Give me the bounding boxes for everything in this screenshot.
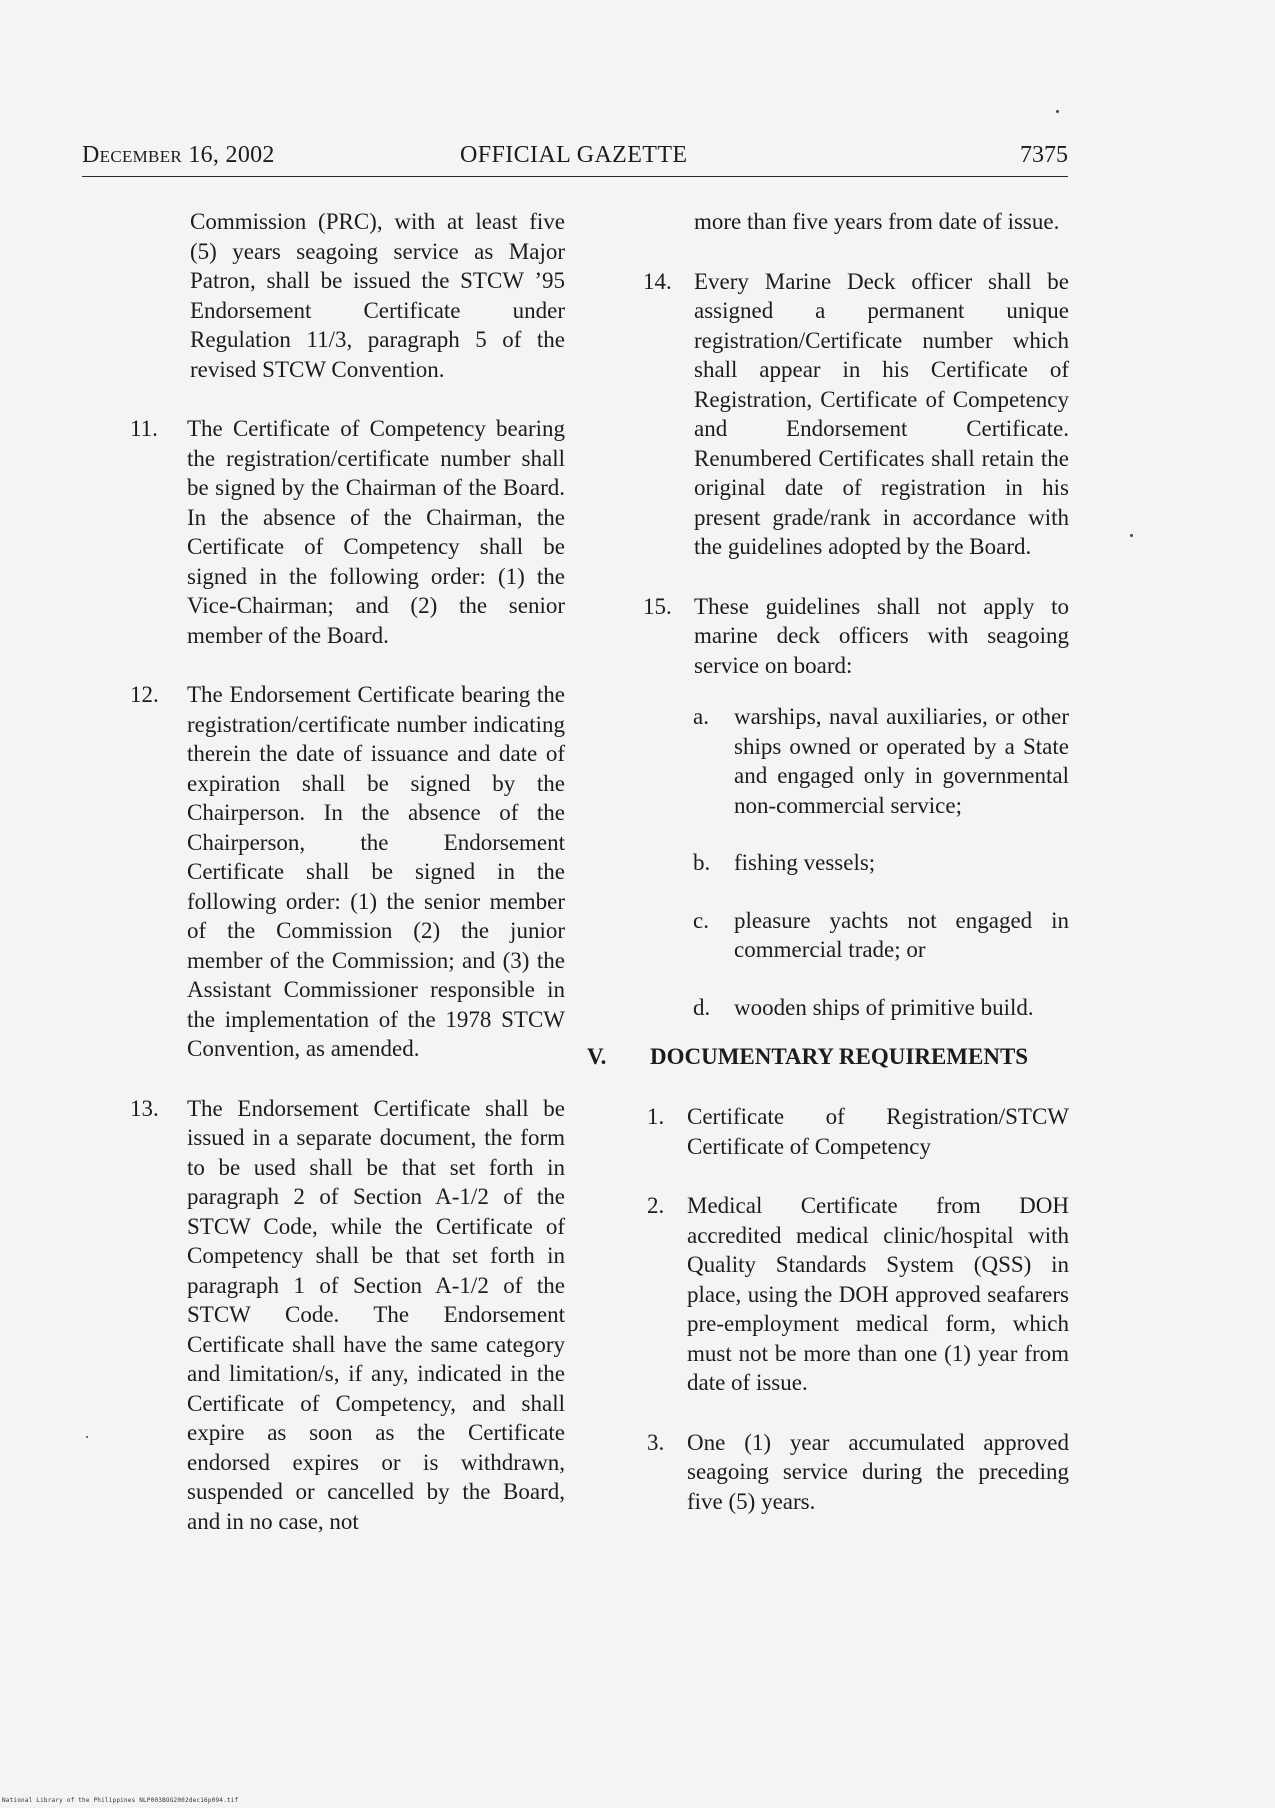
requirement-number: 3.	[647, 1429, 665, 1455]
left-column	[130, 207, 565, 1566]
list-item-12	[130, 680, 565, 1064]
sublist-item-d	[587, 993, 1069, 1023]
item-text: Every Marine Deck officer shall be assigned a permanent unique registration/Certificate number which shall appear in his Certificate of Registration, Certificate of Competency and Endorsement Certificate. Renumbered Certificates shall retain the original date of registration in his present grade/rank in accordance with the guidelines adopted by the Board.	[694, 268, 1069, 559]
requirement-number: 2.	[647, 1193, 665, 1218]
requirement-item-3	[587, 1428, 1069, 1517]
list-item-15	[587, 592, 1069, 681]
header-title: OFFICIAL GAZETTE	[460, 142, 688, 168]
sub-text: fishing vessels;	[734, 850, 876, 875]
right-continuation-paragraph: more than five years from date of issue.	[694, 209, 1060, 234]
scan-speck	[1056, 110, 1059, 113]
item-number: 12.	[130, 682, 159, 707]
page-number: 7375	[1020, 142, 1068, 168]
sub-letter: b.	[693, 850, 711, 875]
left-continuation-paragraph: Commission (PRC), with at least five (5) years seagoing service as Major Patron, shall be issued the STCW ’95 Endorsement Certificate under Regulation 11/3, paragraph 5 of the revised STCW Convention.	[190, 209, 565, 382]
list-item-11	[130, 414, 565, 650]
item-text: These guidelines shall not apply to marine deck officers with seagoing service on board:	[694, 593, 1069, 678]
sub-letter: c.	[693, 907, 709, 933]
header-date: December 16, 2002	[82, 142, 275, 168]
exemption-sublist	[587, 702, 1069, 1022]
sub-letter: d.	[693, 994, 711, 1020]
requirement-item-1	[587, 1102, 1069, 1161]
sub-letter: a.	[693, 704, 709, 729]
scan-speck	[1130, 534, 1133, 537]
item-text: The Endorsement Certificate bearing the registration/certificate number indicating therein the date of issuance and date of expiration shall be signed by the Chairperson. In the absence of the Chairperson, the Endorsement Certificate shall be signed in the following order: (1) the senior member of the Commission (2) the junior member of the Commission; and (3) the Assistant Commissioner responsible in the implementation of the 1978 STCW Convention, as amended.	[187, 682, 565, 1061]
list-item-13	[130, 1094, 565, 1537]
item-text: The Endorsement Certificate shall be issued in a separate document, the form to be used shall be that set forth in paragraph 2 of Section A-1/2 of the STCW Code, while the Certificate of Competency shall be that set forth in paragraph 1 of Section A-1/2 of the STCW Code. The Endorsement Certificate shall have the same category and limitation/s, if any, indicated in the Certificate of Competency, and shall expire as soon as the Certificate endorsed expires or is withdrawn, suspended or cancelled by the Board, and in no case, not	[187, 1095, 565, 1534]
requirement-number: 1.	[647, 1104, 665, 1129]
requirement-item-2	[587, 1191, 1069, 1398]
item-number: 13.	[130, 1095, 159, 1121]
right-column	[587, 207, 1069, 1546]
section-title: DOCUMENTARY REQUIREMENTS	[650, 1044, 1029, 1069]
sublist-item-c	[587, 906, 1069, 965]
item-number: 11.	[130, 416, 158, 441]
section-heading	[587, 1042, 1069, 1072]
requirement-text: One (1) year accumulated approved seagoing service during the preceding five (5) years.	[687, 1429, 1069, 1514]
requirement-text: Medical Certificate from DOH accredited medical clinic/hospital with Quality Standards System (QSS) in place, using the DOH approved seafarers pre-employment medical form, which must not be more than one (1) year from date of issue.	[687, 1193, 1069, 1395]
sub-text: warships, naval auxiliaries, or other ships owned or operated by a State and engaged only in governmental non-commercial service;	[734, 704, 1069, 818]
scan-speck	[86, 1436, 88, 1438]
item-number: 14.	[643, 268, 672, 294]
sublist-item-a	[587, 702, 1069, 820]
sublist-item-b	[587, 848, 1069, 878]
scan-footer: National Library of the Philippines NLP003BOG2002dec16p094.tif	[2, 1797, 239, 1804]
requirement-text: Certificate of Registration/STCW Certificate of Competency	[687, 1104, 1069, 1159]
item-number: 15.	[643, 593, 672, 619]
page-header	[82, 140, 1068, 177]
sub-text: wooden ships of primitive build.	[734, 994, 1034, 1020]
sub-text: pleasure yachts not engaged in commercial trade; or	[734, 907, 1069, 962]
list-item-14	[587, 267, 1069, 562]
item-text: The Certificate of Competency bearing the registration/certificate number shall be signed by the Chairman of the Board. In the absence of the Chairman, the Certificate of Competency shall be signed in the following order: (1) the Vice-Chairman; and (2) the senior member of the Board.	[187, 416, 565, 648]
section-numeral: V.	[587, 1044, 607, 1069]
